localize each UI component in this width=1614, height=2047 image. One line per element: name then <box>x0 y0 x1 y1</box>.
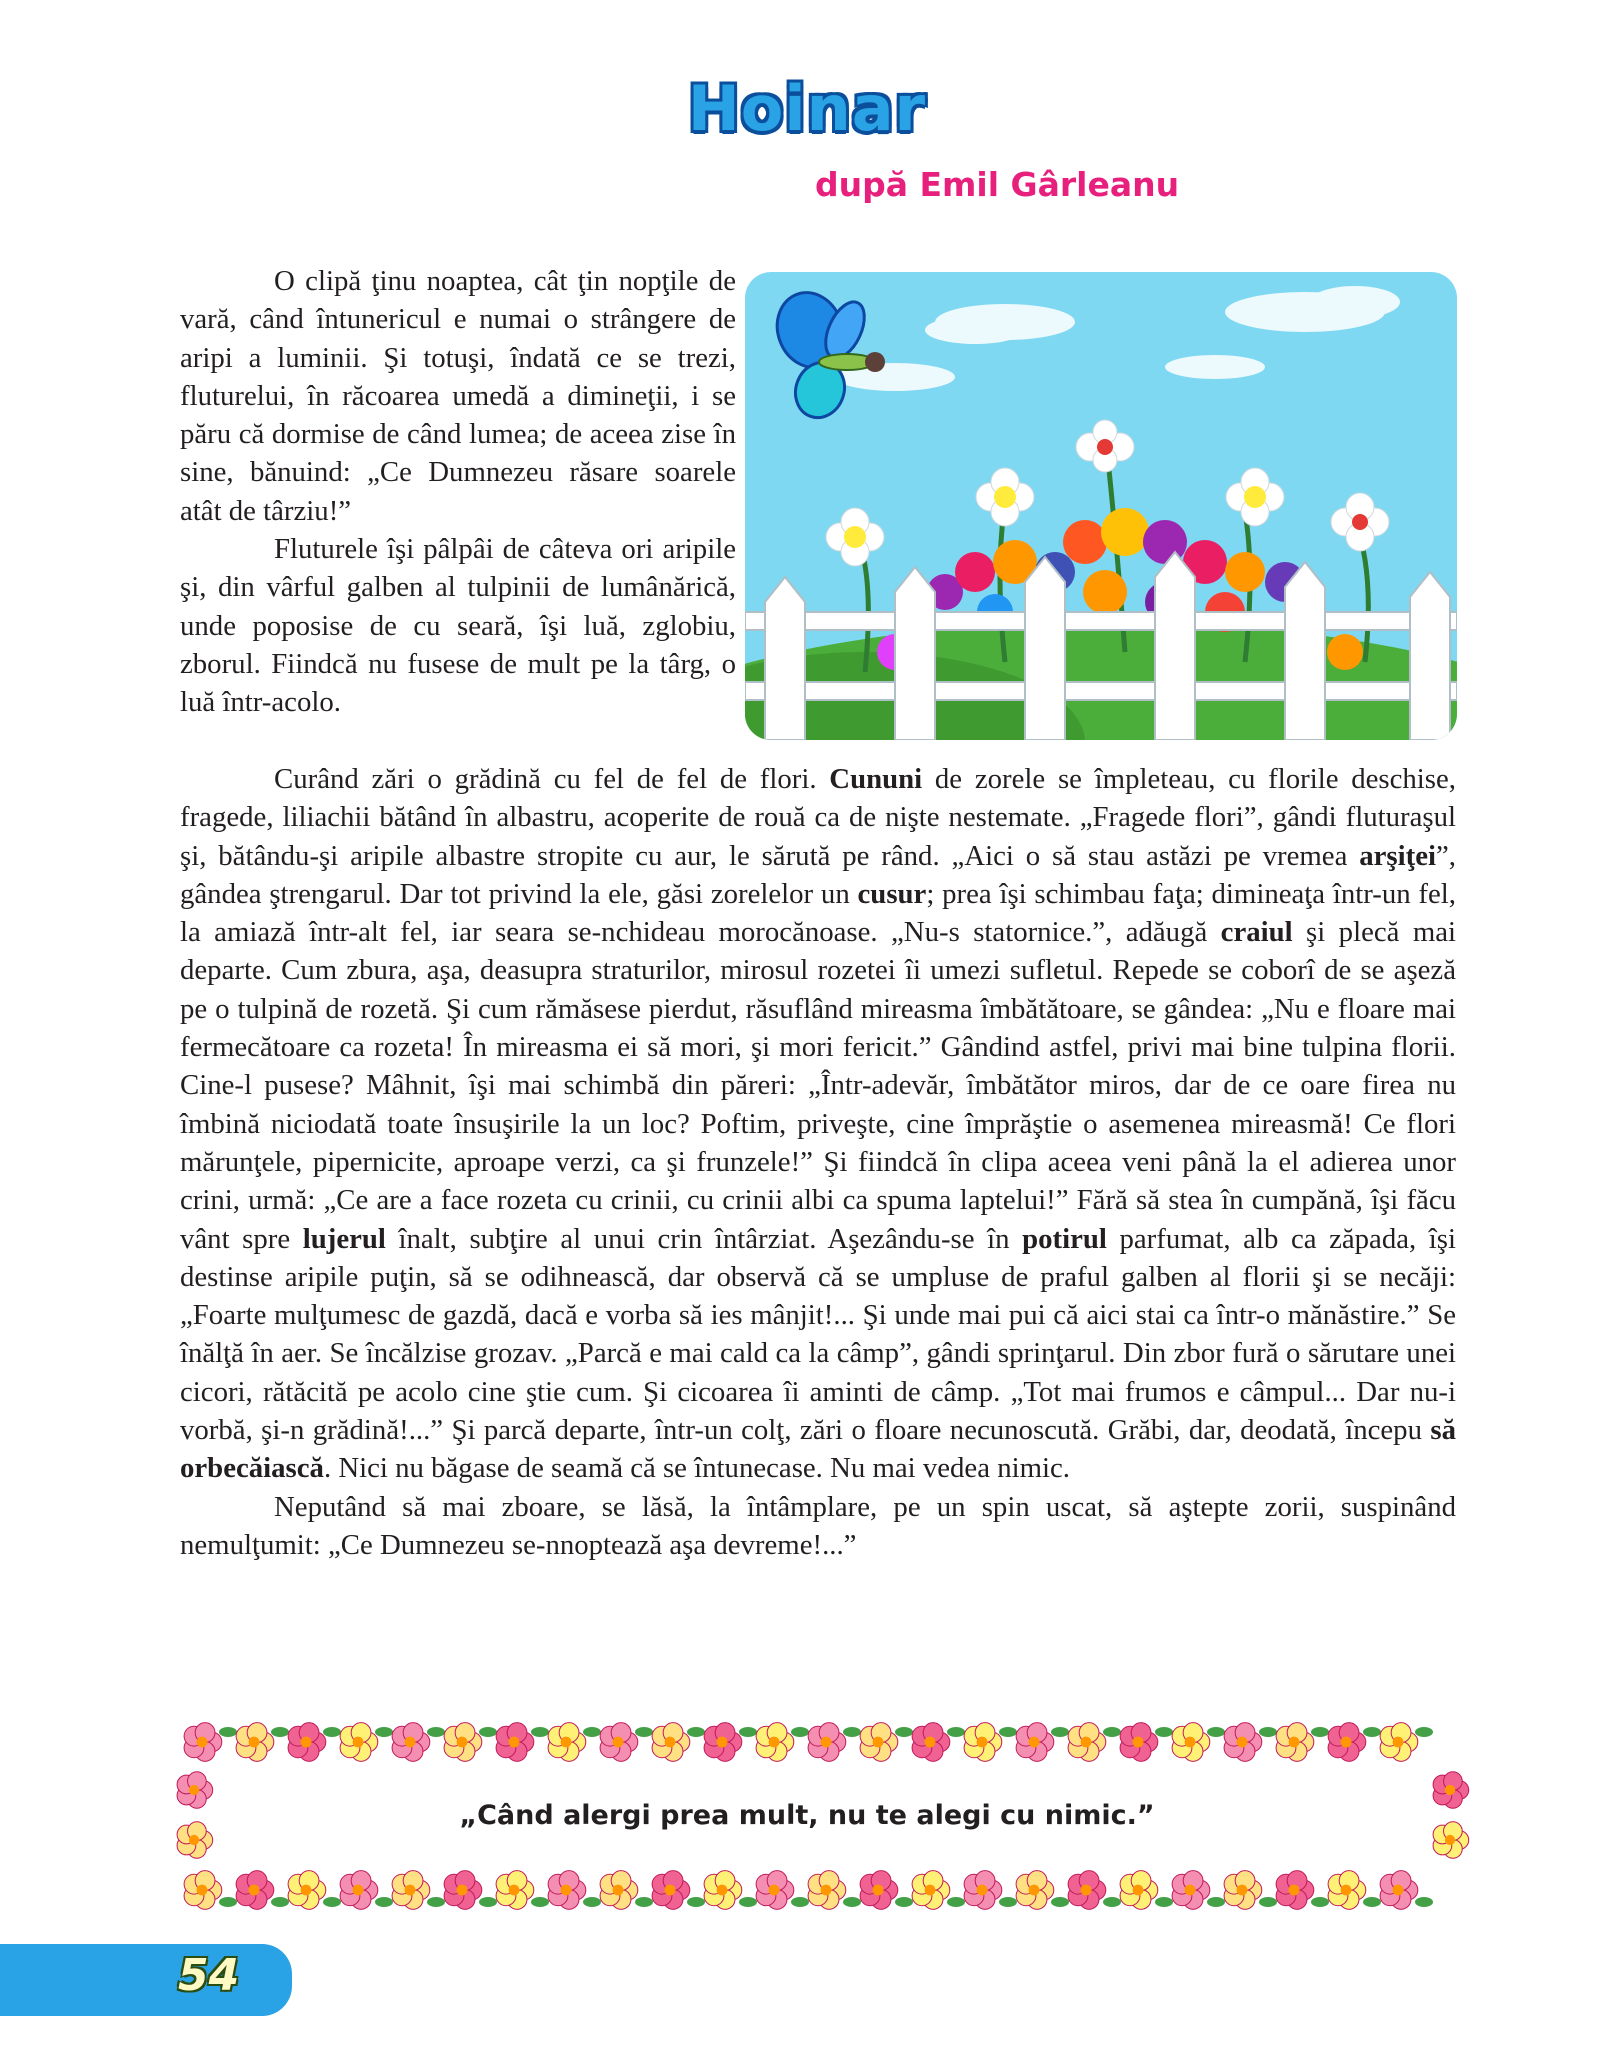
border-leaf <box>843 1727 861 1737</box>
border-leaf <box>479 1727 497 1737</box>
border-leaf <box>1311 1897 1329 1907</box>
border-flower <box>652 1723 690 1762</box>
border-flower <box>1172 1871 1210 1910</box>
border-flower <box>1172 1723 1210 1762</box>
border-flower <box>392 1723 430 1762</box>
border-leaf <box>947 1897 965 1907</box>
border-flower <box>1224 1871 1262 1910</box>
page-title: Hoinar <box>687 72 927 145</box>
text-column-left <box>180 262 736 722</box>
border-flower <box>1328 1871 1366 1910</box>
border-flower <box>236 1723 274 1762</box>
border-flower <box>652 1871 690 1910</box>
border-leaf <box>1155 1727 1173 1737</box>
border-flower <box>704 1871 742 1910</box>
border-flower <box>1068 1871 1106 1910</box>
border-flower <box>444 1871 482 1910</box>
border-flower <box>1016 1723 1054 1762</box>
moral-quote: „Când alergi prea mult, nu te alegi cu nimic.” <box>459 1800 1155 1831</box>
border-flower <box>548 1723 586 1762</box>
border-flower <box>1276 1723 1314 1762</box>
border-leaf <box>1051 1727 1069 1737</box>
border-leaf <box>1103 1897 1121 1907</box>
border-leaf <box>375 1727 393 1737</box>
border-leaf <box>687 1897 705 1907</box>
border-leaf <box>1363 1897 1381 1907</box>
border-leaf <box>1207 1727 1225 1737</box>
border-flower <box>1380 1871 1418 1910</box>
illustration-garden <box>745 272 1457 740</box>
border-flower <box>496 1723 534 1762</box>
border-leaf <box>1415 1727 1433 1737</box>
border-flower <box>1328 1723 1366 1762</box>
border-leaf <box>219 1897 237 1907</box>
border-flower <box>1016 1871 1054 1910</box>
border-flower <box>340 1871 378 1910</box>
border-flower <box>184 1723 222 1762</box>
border-leaf <box>1155 1897 1173 1907</box>
border-flower <box>912 1871 950 1910</box>
border-leaf <box>583 1727 601 1737</box>
text-column-full <box>180 760 1456 1564</box>
border-flower <box>496 1871 534 1910</box>
border-flower <box>288 1723 326 1762</box>
author-subtitle: după Emil Gârleanu <box>815 165 1180 204</box>
border-flower <box>288 1871 326 1910</box>
border-flower <box>808 1871 846 1910</box>
border-leaf <box>791 1727 809 1737</box>
border-leaf <box>947 1727 965 1737</box>
page-number: 54 <box>178 1950 240 2001</box>
border-leaf <box>323 1727 341 1737</box>
border-flower <box>964 1871 1002 1910</box>
border-leaf <box>895 1897 913 1907</box>
border-leaf <box>531 1727 549 1737</box>
border-flower <box>756 1723 794 1762</box>
paragraph-3: Curând zări o grădină cu fel de fel de flori. Cununi de zorele se împleteau, cu florile deschise, fragede, liliachii bătând în albastru, acoperite de rouă ca de nişte nestemate. „Fragede flori”, gândi fluturaşul şi, bătându-şi aripile albastre stropite cu aur, le sărută pe rând. „Aici o să stau astăzi pe vremea arşiţei”, gândea ştrengarul. Dar tot privind la ele, găsi zorelelor un cusur; prea îşi schimbau faţa; dimineaţa într-un fel, la amiază într-alt fel, iar seara se-nchideau morocănoase. „Nu-s statornice.”, adăugă craiul şi plecă mai departe. Cum zbura, aşa, deasupra straturilor, mirosul rozetei îi umezi sufletul. Repede se coborî de se aşeză pe o tulpină de rozetă. Şi cum rămăsese pierdut, răsuflând mireasma îmbătătoare, se gândea: „Nu e floare mai fermecătoare ca rozeta! În mireasma ei să mori, şi mori fericit.” Gândind astfel, privi mai bine tulpina florii. Cine-l pusese? Mâhnit, îşi mai schimbă din păreri: „Într-adevăr, îmbătător miros, dar de ce oare firea nu îmbină niciodată toate însuşirile la un loc? Poftim, priveşte, cine împrăştie o asemenea mireasmă! Ce flori mărunţele, pipernicite, aproape verzi, ca şi frunzele!” Şi fiindcă în clipa aceea veni până la el adierea unor crini, urmă: „Ce are a face rozeta cu crinii, cu crinii albi ca spuma laptelui!” Fără să stea în cumpănă, îşi făcu vânt spre lujerul înalt, subţire al unui crin întârziat. Aşezându-se în potirul parfumat, alb ca zăpada, îşi destinse aripile puţin, să se odihnească, dar observă că se umpluse de praful galben al florii şi se necăji: „Foarte mulţumesc de gazdă, dacă e vorba să ies mânjit!... Şi unde mai pui că aici stai ca într-o mănăstire.” Se înălţă în aer. Se încălzise grozav. „Parcă e mai cald ca la câmp”, gândi sprinţarul. Din zbor fură o sărutare unei cicori, rătăcită pe acolo cine ştie cum. Şi cicoarea îi aminti de câmp. „Tot mai frumos e câmpul... Dar nu-i vorbă, şi-n grădină!...” Şi parcă departe, într-un colţ, zări o floare necunoscută. Grăbi, dar, deodată, începu să orbecăiască. Nici nu băgase de seamă că se întunecase. Nu mai vedea nimic. <box>180 763 1456 1485</box>
border-leaf <box>739 1897 757 1907</box>
border-leaf <box>1415 1897 1433 1907</box>
border-flower <box>600 1871 638 1910</box>
border-leaf <box>635 1897 653 1907</box>
border-flower <box>860 1871 898 1910</box>
border-leaf <box>271 1727 289 1737</box>
border-leaf <box>999 1897 1017 1907</box>
border-leaf <box>1259 1897 1277 1907</box>
border-leaf <box>791 1897 809 1907</box>
border-leaf <box>739 1727 757 1737</box>
border-leaf <box>323 1897 341 1907</box>
border-leaf <box>1207 1897 1225 1907</box>
border-flower <box>860 1723 898 1762</box>
border-flower <box>184 1871 222 1910</box>
page-number-tab <box>0 1944 292 2016</box>
border-leaf <box>1311 1727 1329 1737</box>
border-leaf <box>1051 1897 1069 1907</box>
border-leaf <box>427 1897 445 1907</box>
paragraph-2: Fluturele îşi pâlpâi de câteva ori aripile şi, din vârful galben al tulpinii de lumânărică, unde poposise de cu seară, îşi luă, zglobiu, zborul. Fiindcă nu fusese de mult pe la târg, o luă într-acolo. <box>180 533 736 719</box>
border-flower <box>1120 1723 1158 1762</box>
border-flower <box>236 1871 274 1910</box>
border-leaf <box>583 1897 601 1907</box>
border-flower <box>548 1871 586 1910</box>
border-leaf <box>271 1897 289 1907</box>
border-flower <box>1068 1723 1106 1762</box>
border-leaf <box>427 1727 445 1737</box>
border-leaf <box>895 1727 913 1737</box>
border-leaf <box>635 1727 653 1737</box>
border-flower <box>1380 1723 1418 1762</box>
border-flower <box>756 1871 794 1910</box>
border-flower <box>1276 1871 1314 1910</box>
border-flower <box>1120 1871 1158 1910</box>
border-flower <box>964 1723 1002 1762</box>
paragraph-4: Neputând să mai zboare, se lăsă, la întâmplare, pe un spin uscat, să aştepte zorii, suspinând nemulţumit: „Ce Dumnezeu se-nnoptează aşa devreme!...” <box>180 1490 1456 1561</box>
border-leaf <box>479 1897 497 1907</box>
border-flower <box>340 1723 378 1762</box>
paragraph-1: O clipă ţinu noaptea, cât ţin nopţile de vară, când întunericul e numai o strângere de aripi a luminii. Şi totuşi, îndată ce se trezi, fluturelui, în răcoarea umedă a dimineţii, i se păru că dormise de când lumea; de aceea zise în sine, bănuind: „Ce Dumnezeu răsare soarele atât de târziu!” <box>180 265 736 527</box>
border-leaf <box>531 1897 549 1907</box>
border-leaf <box>219 1727 237 1737</box>
border-leaf <box>999 1727 1017 1737</box>
border-leaf <box>1259 1727 1277 1737</box>
border-flower <box>808 1723 846 1762</box>
border-leaf <box>1363 1727 1381 1737</box>
border-flower <box>1224 1723 1262 1762</box>
border-leaf <box>375 1897 393 1907</box>
border-leaf <box>843 1897 861 1907</box>
border-flower <box>444 1723 482 1762</box>
border-flower <box>704 1723 742 1762</box>
border-flower <box>392 1871 430 1910</box>
border-flower <box>600 1723 638 1762</box>
border-leaf <box>687 1727 705 1737</box>
border-leaf <box>1103 1727 1121 1737</box>
border-flower <box>912 1723 950 1762</box>
